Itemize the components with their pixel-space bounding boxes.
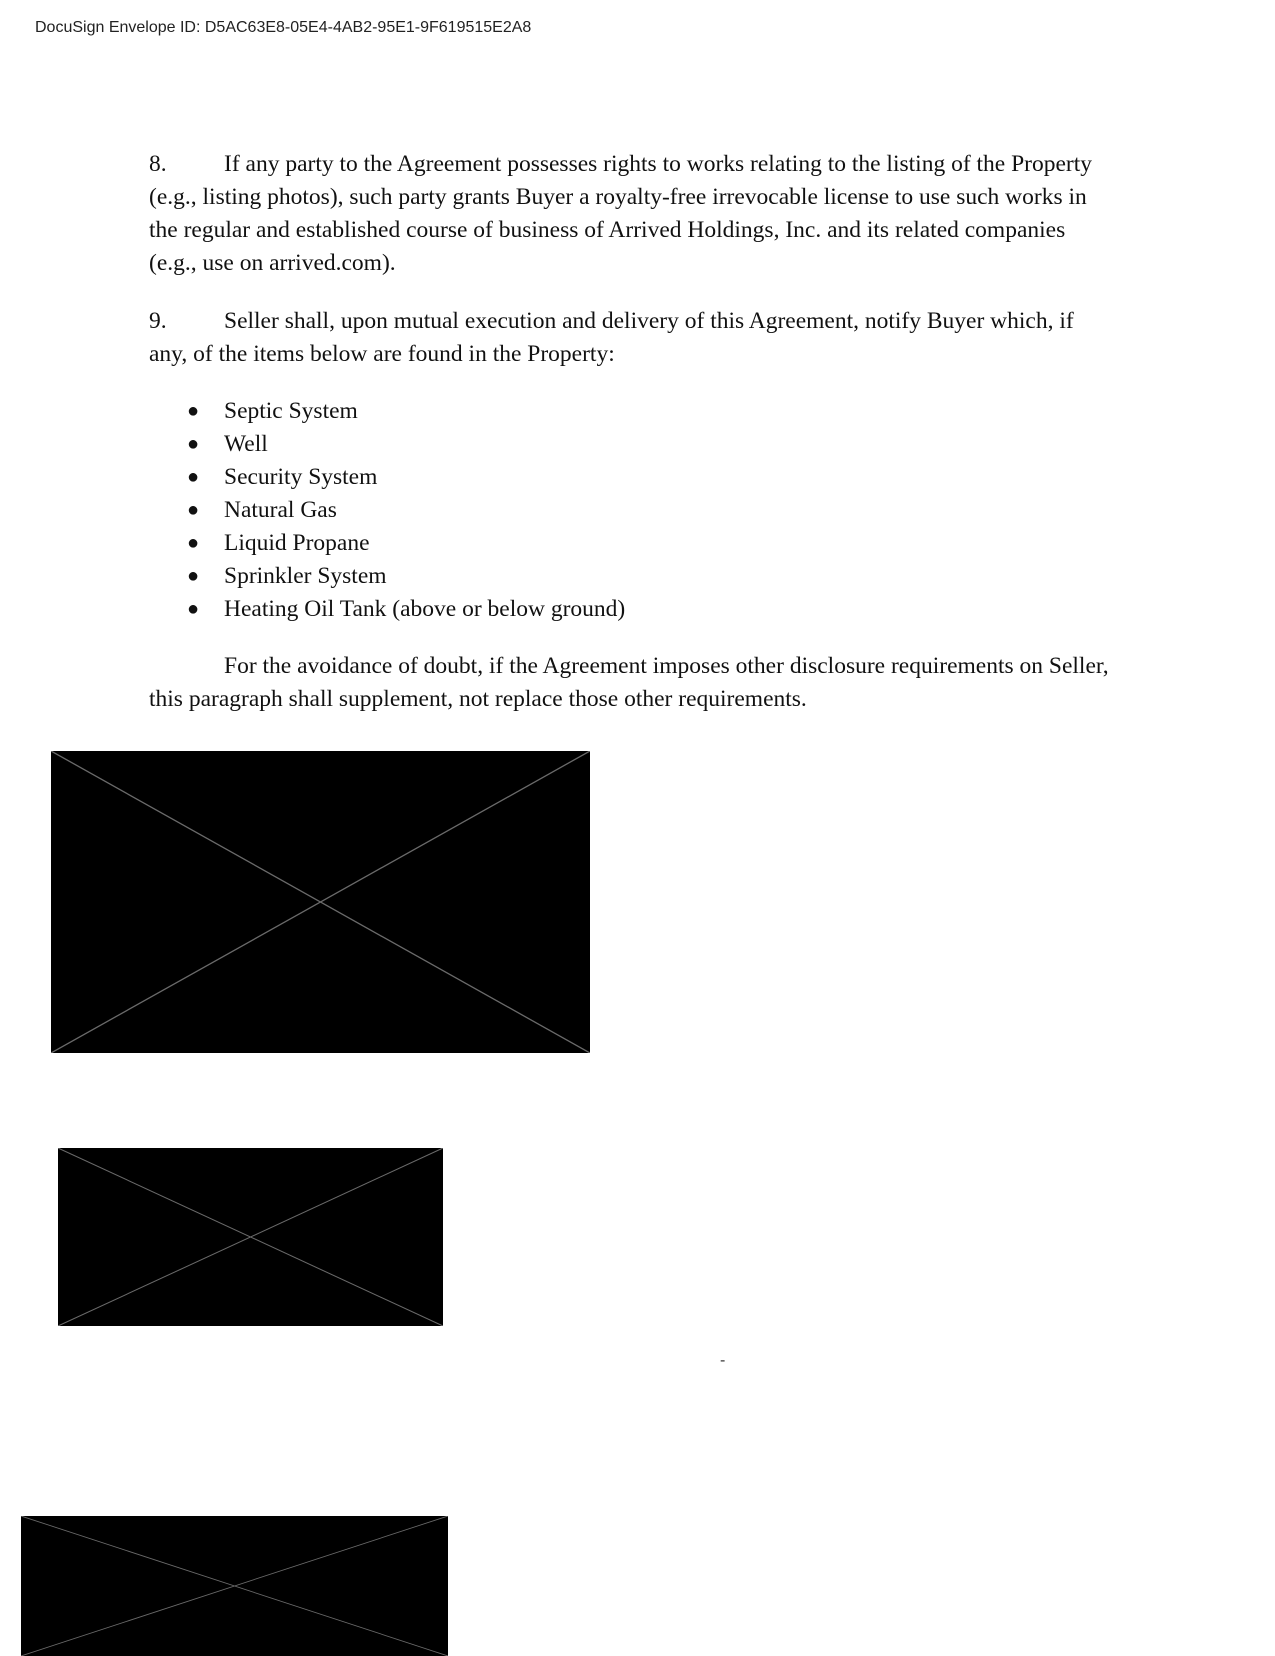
clause-8-number: 8. — [149, 151, 167, 177]
list-item-label: Sprinkler System — [224, 563, 387, 589]
list-item — [149, 593, 1109, 626]
clause-9 — [149, 305, 1109, 371]
list-item — [149, 494, 1109, 527]
list-item-label: Well — [224, 431, 268, 457]
image-placeholder-cross-icon — [58, 1148, 443, 1326]
list-item — [149, 395, 1109, 428]
clause-8-text: If any party to the Agreement possesses rights to works relating to the listing of the Property (e.g., listing photos), such party grants Buyer a royalty-free irrevocable license to use such works in the regular and established course of business of Arrived Holdings, Inc. and its related companies (e.g., use on arrived.com). — [149, 151, 1093, 276]
bullet-icon: ● — [187, 499, 200, 521]
redacted-image-placeholder — [58, 1148, 443, 1326]
clause-9-number: 9. — [149, 308, 167, 334]
list-item — [149, 461, 1109, 494]
list-item — [149, 560, 1109, 593]
document-body — [149, 148, 1109, 716]
disclosure-item-list — [149, 395, 1109, 626]
image-placeholder-cross-icon — [21, 1516, 448, 1656]
list-item-label: Security System — [224, 464, 378, 490]
bullet-icon: ● — [187, 433, 200, 455]
list-item — [149, 527, 1109, 560]
stray-dash: - — [720, 1352, 726, 1369]
clause-8 — [149, 148, 1109, 280]
bullet-icon: ● — [187, 400, 200, 422]
bullet-icon: ● — [187, 565, 200, 587]
list-item — [149, 428, 1109, 461]
list-item-label: Liquid Propane — [224, 530, 370, 556]
clause-9-text: Seller shall, upon mutual execution and delivery of this Agreement, notify Buyer which, if any, of the items below are found in the Property: — [149, 308, 1074, 367]
bullet-icon: ● — [187, 598, 200, 620]
redacted-image-placeholder — [51, 751, 590, 1053]
avoidance-paragraph: For the avoidance of doubt, if the Agreement imposes other disclosure requirements on Seller, this paragraph shall supplement, not replace those other requirements. — [149, 653, 1109, 712]
list-item-label: Heating Oil Tank (above or below ground) — [224, 596, 626, 622]
bullet-icon: ● — [187, 532, 200, 554]
redacted-image-placeholder — [21, 1516, 448, 1656]
bullet-icon: ● — [187, 466, 200, 488]
list-item-label: Natural Gas — [224, 497, 337, 523]
docusign-envelope-id: DocuSign Envelope ID: D5AC63E8-05E4-4AB2-95E1-9F619515E2A8 — [35, 19, 532, 36]
image-placeholder-cross-icon — [51, 751, 590, 1053]
list-item-label: Septic System — [224, 398, 358, 424]
